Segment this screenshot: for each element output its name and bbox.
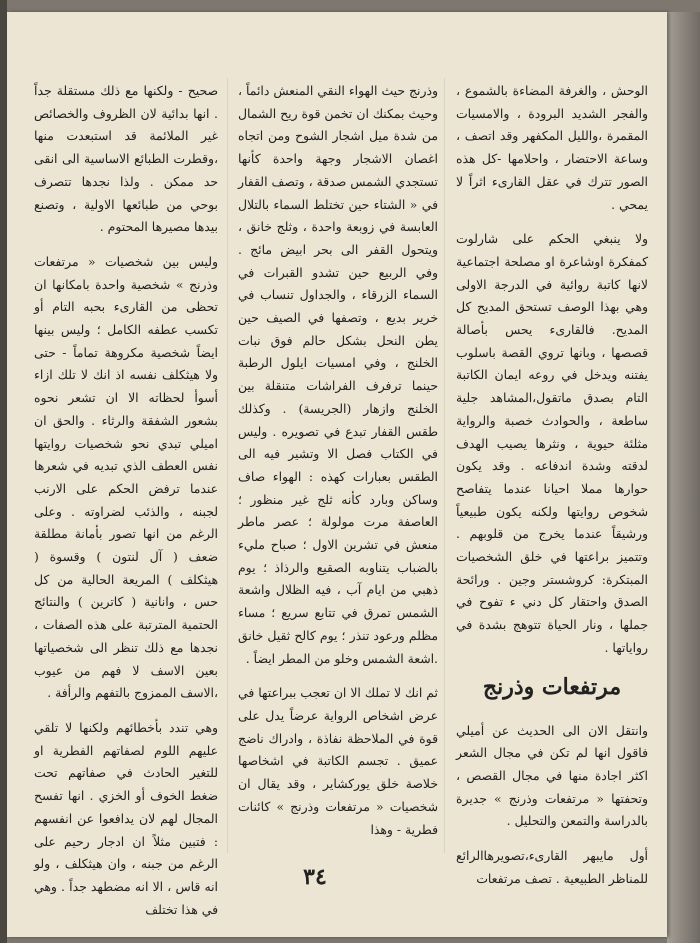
paragraph: أول مايبهر القارىء،تصويرهاالرائع للمناظر الطبيعية . تصف مرتفعات <box>456 848 648 886</box>
paragraph: صحيح - ولكنها مع ذلك مستقلة جداً . انها بدائية لان الظروف والخصائص غير الملائمة قد استبعدت منها ،وقطرت الطبائع الاساسية الى انقى حد ممكن . ولذا نجدها تتصرف بوحي من طبائعها الاولية ، وتصنع بيدها مصيرها المحتوم . <box>34 83 218 235</box>
paragraph: ثم انك لا تملك الا ان تعجب ببراعتها في عرض اشخاص الرواية عرضاً يدل على قوة في الملاحظة نفاذة ، وادراك ناضج عميق . تجسم الكاتبة في اشخاصها خلاصة خلق يوركشاير ، وقد يقال ان شخصيات « مرتفعات وذرنج » كائنات فطرية - وهذا <box>238 685 438 837</box>
paragraph: وهي تندد بأخطائهم ولكنها لا تلقي عليهم اللوم لصفاتهم الفطرية او للتغير الحادث في صفاتهم تحت ضغط الخوف أو الخزي . انها تفسح المجال لهم لان يدافعوا عن انفسهم : فتبين مثلاً ان ادجار رحيم على الرغم من جبنه ، وان هيثكلف ، ولو انه قاس ، الا انه مضطهد جداً . وهي في هذا تختلف <box>34 719 218 917</box>
column-gutter <box>444 78 445 853</box>
binding-shadow <box>0 0 7 943</box>
column-middle <box>238 80 438 853</box>
paragraph: الوحش ، والغرفة المضاءة بالشموع ، والفجر الشديد البرودة ، والامسيات المقمرة ،والليل المكفهر وقد اتصف ، وساعة الاحتضار ، واحلامها -كل هذه الصور تترك في عقل القارىء اثراً لا يمحي . <box>456 83 648 212</box>
column-right <box>456 80 648 903</box>
column-left <box>34 80 218 933</box>
paragraph: وانتقل الان الى الحديث عن أميلي فاقول انها لم تكن في مجال الشعر اكثر اجادة منها في مجال القصص ، وتحفتها « مرتفعات وذرنج » جديرة بالدراسة والتمعن والتحليل . <box>456 722 648 829</box>
paragraph: ولا ينبغي الحكم على شارلوت كمفكرة اوشاعرة او مصلحة اجتماعية لانها كاتبة روائية في الدرجة الاولى وهي بهذا الوصف تستحق المديح كل المديح. فالقارىء يحس بأصالة قصصها ، وبانها تروي القصة باسلوب يفتنه ويدخل في روعه ايمان الكاتبة التام بصدق ماتقول،المشاهد جلية ساطعة ، والحوادث خصبة والرواية مثلئة حيوية ، ونثرها يصيب الهدف لدقته وشدة اندفاعه . وقد يكون حوارها مملا احيانا عندما يتفاصح شخوص روايتها ولكنه يكون طبيعياً ورشيقاً عندما يخرج من قلوبهم . وتتميز براعتها في خلق الشخصيات المبتكرة: كروشستر وجين . ورائحة الصدق واحتقار كل دني ء تفوح في جملها ، ونار الحياة تتوهج بشدة في رواياتها . <box>456 231 648 655</box>
column-gutter <box>227 78 228 853</box>
page-stack-edge <box>667 12 700 943</box>
paragraph: وذرنج حيث الهواء النقي المنعش دائماً ، وحيث بمكنك ان تخمن قوة ريح الشمال من شدة ميل اشجار الشوح ومن اتجاه اغصان الاشجار وجهة واحدة كأنها تستجدي الشمس صدقة ، وتصف القفار في « الشتاء حين تختلط السماء بالتلال العابسة في زوبعة واحدة ، وثلج خانق ، ويتحول القفر الى بحر ابيض مائج . وفي الربيع حين تشدو القبرات في السماء الزرقاء ، والجداول تنساب في خرير بديع ، وتصفها في الصيف حين يطن النحل بشكل حالم فوق نبات الخلنج ، وفي امسيات ايلول الرطبة حينما ترفرف الفراشات متنقلة بين الخلنج وازهار (الجريسة) . وكذلك طقس القفار تبدع في تصويره . وليس في الكتاب فصل الا وتشير فيه الى الطقس بعبارات كهذه : الهواء صاف وساكن وبارد كأنه ثلج غير منظور ؛ العاصفة مرت مولولة ؛ عصر ماطر منعش في تشرين الاول ؛ صباح مليء بالضباب يتناوبه الصقيع والرذاذ ؛ يوم ذهبي من ايام آب ، فيه الظلال واشعة الشمس تمرق في تتابع سريع ؛ مساء مظلم ورعود تنذر ؛ يوم كالح ثقيل خانق .اشعة الشمس وخلو من المطر ايضاً . <box>238 83 438 666</box>
section-heading: مرتفعات وذرنج <box>482 673 622 700</box>
page-number: ٣٤ <box>303 864 327 890</box>
paragraph: وليس بين شخصيات « مرتفعات وذرنج » شخصية واحدة بامكانها ان تحظى من القارىء بحبه التام أو تكسب عطفه الكامل ؛ وليس بينها ايضاً شخصية مكروهة تماماً - حتى ولا هيثكلف نفسه اذ انك لا تلك ازاء أسوأ لحظاته الا ان تشعر نحوه بشعور الشفقة والرثاء . والحق ان اميلي تبدي نحو شخصيات روايتها نفس العطف الذي تبديه في شعرها عندما ترفض الحكم على الارنب لجبنه ، والذئب لضراوته . وعلى الرغم من انها تصور بأمانة مطلقة ضعف ( آل لنتون ) وقسوة ( هيثكلف ) المريعة الحالية من كل حس ، وانانية ( كاترين ) والنتائج الحتمية المترتبة على هذه الصفات ، نجدها مع ذلك تنظر الى شخصياتها بعين الاسف لا فهم من عيوب ،الاسف الممزوج بالتفهم والرأفة . <box>34 253 218 701</box>
